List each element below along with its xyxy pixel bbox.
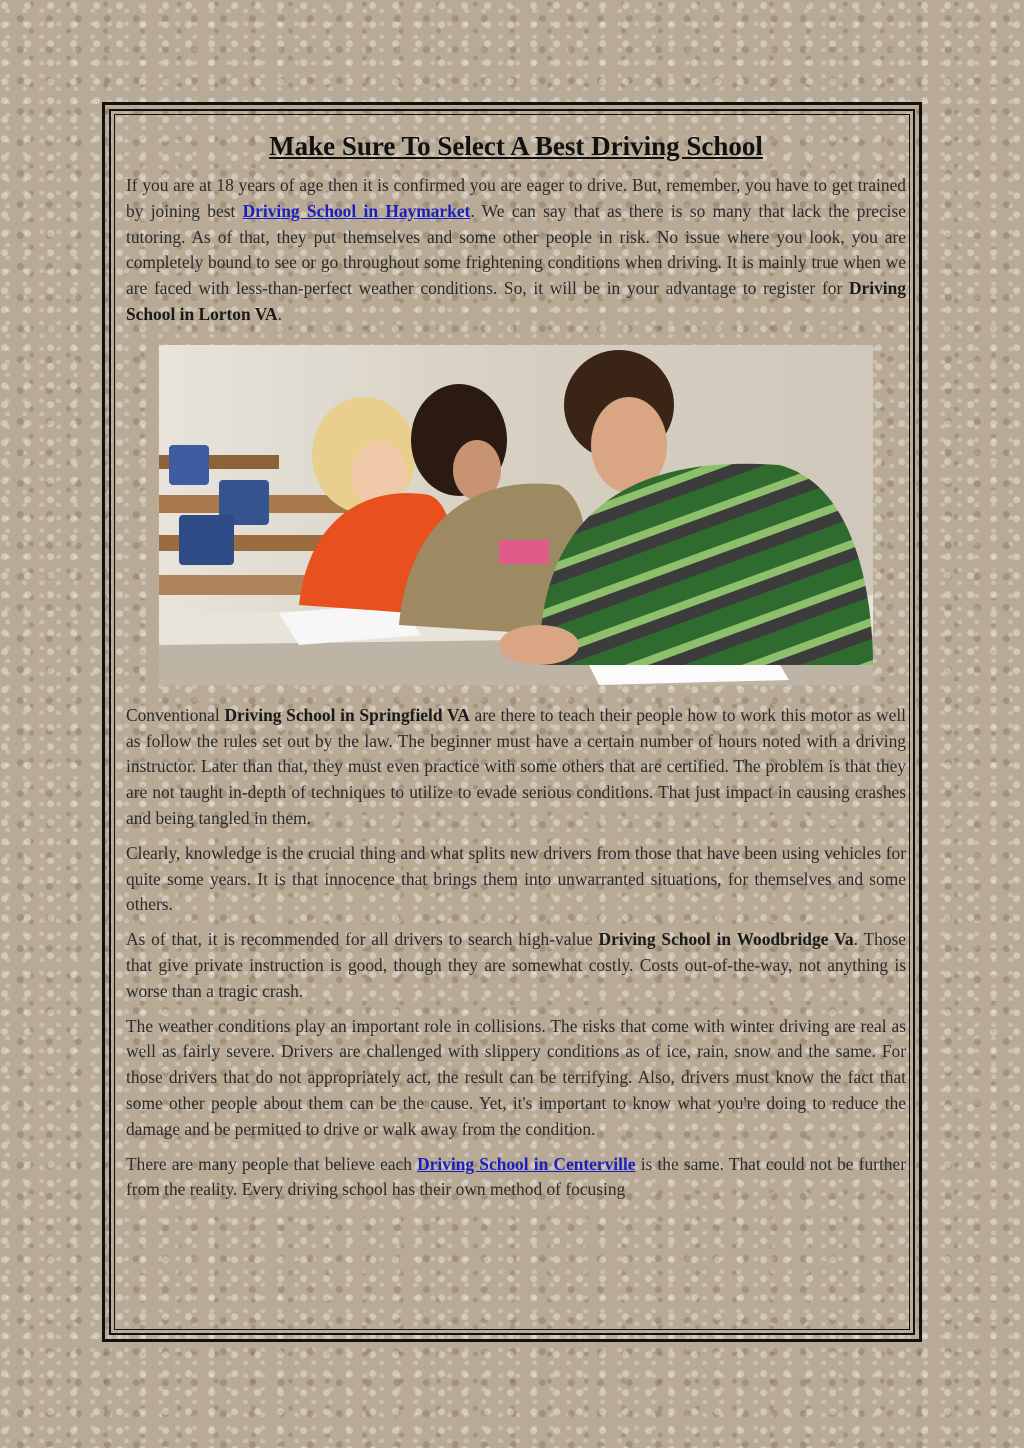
paragraph-conventional: Conventional Driving School in Springfield VA are there to teach their people how to work this motor as well as follow the rules set out by the law. The beginner must have a certain number of hours noted with a driving instructor. Later than that, they must even practice with some others that are certified. The problem is that they are not taught in-depth of techniques to utilize to evade serious conditions. That just impact in causing crashes and being tangled in them.	[126, 704, 906, 828]
paragraph-knowledge: Clearly, knowledge is the crucial thing and what splits new drivers from those that have been using vehicles for quite some years. It is that innocence that brings them into unwarranted situations, for themselves and some others.	[126, 842, 906, 915]
intro-text-cont: . We can say that as there is so many that lack the precise tutoring. As of that, they put themselves and some other people in risk. No issue where you look, you are completely bound to see or go throughout some frightening conditions when driving. It is mainly true when we are faced with less-than-perfect weather conditions. So, it will be in your advantage to register for	[126, 200, 906, 299]
students-taking-test-photo	[159, 345, 873, 685]
article-content	[126, 129, 906, 1212]
page-frame	[102, 102, 922, 1342]
paragraph-recommended: As of that, it is recommended for all drivers to search high-value Driving School in Woodbridge Va. Those that give private instruction is good, though they are somewhat costly. Costs out-of-the-way, not anything is worse than a tragic crash.	[126, 929, 906, 1001]
bold-lorton: Driving School in Lorton VA	[126, 278, 906, 324]
bold-springfield: Driving School in Springfield VA	[224, 704, 470, 725]
link-driving-school-centerville[interactable]: Driving School in Centerville	[417, 1153, 636, 1174]
bold-woodbridge: Driving School in Woodbridge Va	[598, 929, 854, 950]
article-title: Make Sure To Select A Best Driving School	[269, 131, 763, 161]
paragraph-centerville: There are many people that believe each Driving School in Centerville is the same. That could not be further from the reality. Every driving school has their own method of focusing	[126, 1153, 906, 1200]
paragraph-weather: The weather conditions play an important role in collisions. The risks that come with winter driving are real as well as fairly severe. Drivers are challenged with slippery conditions as of ice, rain, snow and the same. For those drivers that do not appropriately act, the result can be terrifying. Also, drivers must know the fact that some other people about them can be the cause. Yet, it's important to know what you're doing to reduce the damage and be permitted to drive or walk away from the condition.	[126, 1015, 906, 1139]
paragraph-intro: If you are at 18 years of age then it is confirmed you are eager to drive. But, remember, you have to get trained by joining best Driving School in Haymarket. We can say that as there is so many that lack the precise tutoring. As of that, they put themselves and some other people in risk. No issue where you look, you are completely bound to see or go throughout some frightening conditions when driving. It is mainly true when we are faced with less-than-perfect weather conditions. So, it will be in your advantage to register for Driving School in Lorton VA.	[126, 175, 906, 324]
link-driving-school-haymarket[interactable]: Driving School in Haymarket	[242, 200, 471, 221]
